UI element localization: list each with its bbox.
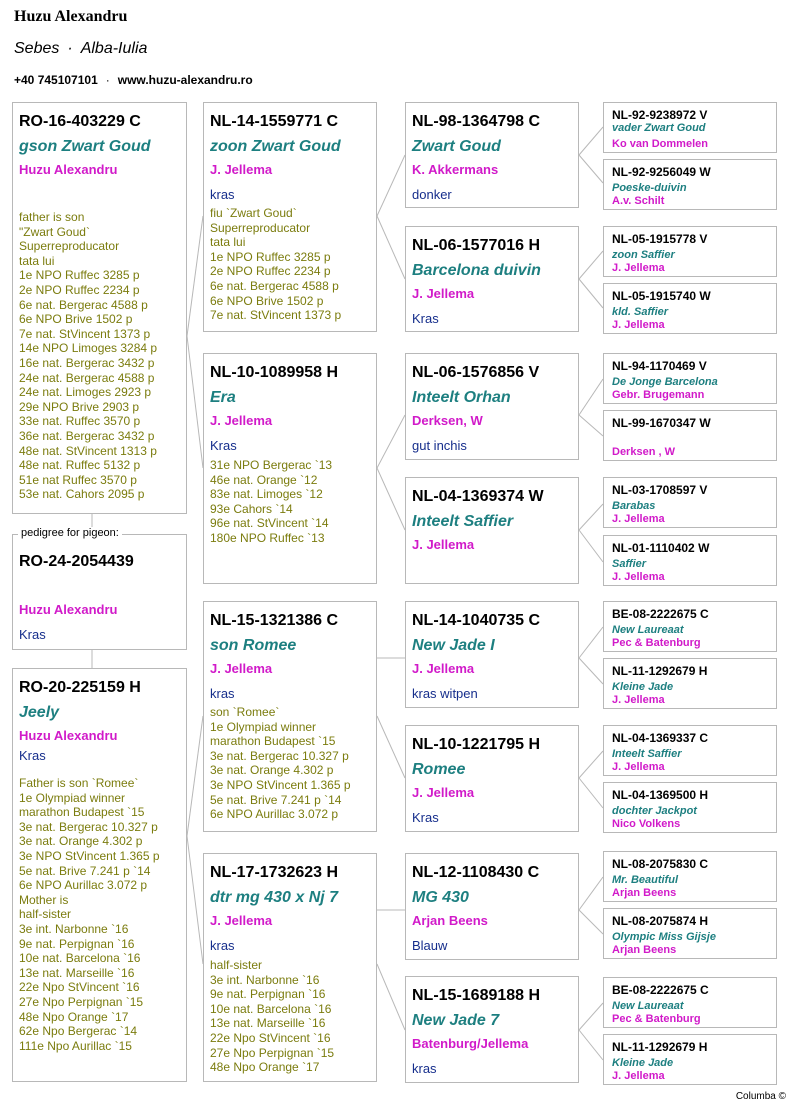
sire-card <box>12 102 187 514</box>
performance-notes: 31e NPO Bergerac `13 46e nat. Orange `12 83e nat. Limoges `12 93e Cahors `14 96e nat. StVincent `14 180e NPO Ruffec `13 <box>210 458 333 545</box>
ring-number: NL-08-2075874 H <box>612 914 709 928</box>
breeder: Derksen, W <box>412 413 483 428</box>
gen4-card <box>603 908 777 959</box>
performance-notes: father is son "Zwart Goud` Superreproducator tata lui 1e NPO Ruffec 3285 p 2e NPO Ruffec 2234 p 6e nat. Bergerac 4588 p 6e NPO Brive 1502 p 7e nat. StVincent 1373 p 14e NPO Limoges 3284 p 16e nat. Bergerac 3432 p 24e nat. Bergerac 4588 p 24e nat. Limoges 2923 p 29e NPO Brive 2903 p 33e nat. Ruffec 3570 p 36e nat. Bergerac 3432 p 48e nat. StVincent 1313 p 48e nat. Ruffec 5132 p 51e nat Ruffec 3570 p 53e nat. Cahors 2095 p <box>19 210 158 502</box>
breeder: A.v. Schilt <box>612 195 665 207</box>
breeder: J. Jellema <box>612 513 665 525</box>
pigeon-name: Olympic Miss Gijsje <box>612 931 716 943</box>
ring-number: NL-08-2075830 C <box>612 857 709 871</box>
gen4-card <box>603 226 777 277</box>
gen4-card <box>603 851 777 902</box>
ring-number: NL-10-1089958 H <box>210 364 339 381</box>
breeder: J. Jellema <box>210 162 273 177</box>
pigeon-name: gson Zwart Goud <box>19 138 151 155</box>
pigeon-name: vader Zwart Goud <box>612 122 706 134</box>
ring-number: NL-15-1689188 H <box>412 987 541 1004</box>
color <box>19 187 186 203</box>
gen4-card <box>603 102 777 153</box>
breeder: J. Jellema <box>412 661 475 676</box>
ring-number: NL-04-1369374 W <box>412 488 544 505</box>
pedigree-label: pedigree for pigeon: <box>18 527 122 539</box>
city: Sebes <box>14 40 60 57</box>
pigeon-name: son Romee <box>210 637 297 654</box>
ring-number: NL-01-1110402 W <box>612 541 710 555</box>
pigeon-name: Inteelt Saffier <box>612 748 682 760</box>
pigeon-name: New Laureaat <box>612 1000 684 1012</box>
performance-notes: fiu `Zwart Goud` Superreproducator tata lui 1e NPO Ruffec 3285 p 2e NPO Ruffec 2234 p 6e nat. Bergerac 4588 p 6e NPO Brive 1502 p 7e nat. StVincent 1373 p <box>210 206 342 323</box>
gen3-card <box>405 477 579 584</box>
breeder: J. Jellema <box>612 761 665 773</box>
ring-number: NL-94-1170469 V <box>612 359 707 373</box>
color: Blauw <box>412 938 448 953</box>
performance-notes: Father is son `Romee` 1e Olympiad winner marathon Budapest `15 3e nat. Bergerac 10.327 p 3e nat. Orange 4.302 p 3e NPO StVincent 1.365 p 5e nat. Brive 7.241 p `14 6e NPO Aurillac 3.072 p Mother is half-sister 3e int. Narbonne `16 9e nat. Perpignan `16 10e nat. Barcelona `16 13e nat. Marseille `16 22e Npo StVincent `16 27e Npo Perpignan `15 48e Npo Orange `17 62e Npo Bergerac `14 111e Npo Aurillac `15 <box>19 776 160 1053</box>
pigeon-name: Zwart Goud <box>412 138 501 155</box>
ring-number: RO-20-225159 H <box>19 679 141 696</box>
color: kras <box>210 187 235 202</box>
region: Alba-Iulia <box>80 40 148 57</box>
breeder-name-heading: Huzu Alexandru <box>14 8 128 25</box>
ring-number: NL-06-1576856 V <box>412 364 540 381</box>
gen4-card <box>603 1034 777 1085</box>
pigeon-name: Saffier <box>612 558 647 570</box>
pigeon-name: Kleine Jade <box>612 681 674 693</box>
ring-number: NL-98-1364798 C <box>412 113 541 130</box>
ring-number: RO-16-403229 C <box>19 113 141 130</box>
pigeon-name <box>612 433 776 446</box>
pigeon-name: New Laureaat <box>612 624 684 636</box>
gen4-card <box>603 535 777 586</box>
breeder: J. Jellema <box>210 661 273 676</box>
color: gut inchis <box>412 438 467 453</box>
pigeon-name: New Jade 7 <box>412 1012 500 1029</box>
breeder: J. Jellema <box>210 413 273 428</box>
pigeon-name: Barabas <box>612 500 656 512</box>
pigeon-name: Inteelt Saffier <box>412 513 514 530</box>
breeder: J. Jellema <box>612 694 665 706</box>
color: kras <box>210 938 235 953</box>
ring-number: NL-06-1577016 H <box>412 237 541 254</box>
breeder: J. Jellema <box>612 262 665 274</box>
performance-notes: son `Romee` 1e Olympiad winner marathon Budapest `15 3e nat. Bergerac 10.327 p 3e nat. Orange 4.302 p 3e NPO StVincent 1.365 p 5e nat. Brive 7.241 p `14 6e NPO Aurillac 3.072 p <box>210 705 351 822</box>
color: Kras <box>412 810 439 825</box>
ring-number: BE-08-2222675 C <box>612 607 709 621</box>
color: Kras <box>210 438 237 453</box>
breeder: Huzu Alexandru <box>19 728 118 743</box>
breeder-contact <box>14 73 253 87</box>
breeder: K. Akkermans <box>412 162 499 177</box>
breeder: Pec & Batenburg <box>612 637 701 649</box>
breeder: Derksen , W <box>612 446 675 458</box>
breeder: Batenburg/Jellema <box>412 1036 529 1051</box>
ring-number: NL-99-1670347 W <box>612 416 711 430</box>
pigeon-name: Jeely <box>19 704 60 721</box>
pigeon-name: Poeske-duivin <box>612 182 687 194</box>
breeder: Pec & Batenburg <box>612 1013 701 1025</box>
color: donker <box>412 187 452 202</box>
pigeon-name: zoon Saffier <box>612 249 675 261</box>
pigeon-name: Romee <box>412 761 466 778</box>
ring-number: NL-92-9256049 W <box>612 165 711 179</box>
breeder: J. Jellema <box>412 785 475 800</box>
breeder: Arjan Beens <box>612 944 677 956</box>
pigeon-name: dochter Jackpot <box>612 805 697 817</box>
breeder: Arjan Beens <box>612 887 677 899</box>
breeder: J. Jellema <box>612 1070 665 1082</box>
separator-dot: · <box>67 40 73 57</box>
color: Kras <box>19 748 46 763</box>
breeder: J. Jellema <box>612 319 665 331</box>
gen3-card <box>405 601 579 708</box>
pigeon-name: Kleine Jade <box>612 1057 674 1069</box>
pigeon-name: zoon Zwart Goud <box>210 138 341 155</box>
breeder: Nico Volkens <box>612 818 681 830</box>
breeder: J. Jellema <box>412 286 475 301</box>
separator-dot: · <box>105 73 110 87</box>
gen3-card <box>405 226 579 332</box>
gen2-card <box>203 102 377 332</box>
color: kras <box>412 1061 437 1076</box>
breeder: Ko van Dommelen <box>612 138 708 150</box>
color: kras witpen <box>412 686 478 701</box>
gen3-card <box>405 353 579 460</box>
gen4-card <box>603 601 777 652</box>
performance-notes: half-sister 3e int. Narbonne `16 9e nat. Perpignan `16 10e nat. Barcelona `16 13e nat. Marseille `16 22e Npo StVincent `16 27e Npo Perpignan `15 48e Npo Orange `17 <box>210 958 335 1075</box>
ring-number: NL-17-1732623 H <box>210 864 339 881</box>
gen4-card <box>603 977 777 1028</box>
color: kras <box>210 686 235 701</box>
pigeon-name: dtr mg 430 x Nj 7 <box>210 889 339 906</box>
color: Kras <box>19 627 46 642</box>
gen3-card <box>405 102 579 208</box>
ring-number: NL-11-1292679 H <box>612 1040 708 1054</box>
gen2-card <box>203 853 377 1082</box>
ring-number: NL-05-1915778 V <box>612 232 708 246</box>
gen4-card <box>603 410 777 461</box>
gen4-card <box>603 159 777 210</box>
gen4-card <box>603 283 777 334</box>
breeder: J. Jellema <box>412 537 475 552</box>
pigeon-name: kld. Saffier <box>612 306 669 318</box>
ring-number: RO-24-2054439 <box>19 553 134 570</box>
website-link[interactable]: www.huzu-alexandru.ro <box>117 73 253 87</box>
ring-number: NL-04-1369500 H <box>612 788 709 802</box>
ring-number: NL-04-1369337 C <box>612 731 709 745</box>
breeder: J. Jellema <box>210 913 273 928</box>
ring-number: NL-11-1292679 H <box>612 664 708 678</box>
dam-card <box>12 668 187 1082</box>
ring-number: NL-15-1321386 C <box>210 612 339 629</box>
gen3-card <box>405 725 579 832</box>
ring-number: BE-08-2222675 C <box>612 983 709 997</box>
pigeon-name: De Jonge Barcelona <box>612 376 718 388</box>
color: Kras <box>412 311 439 326</box>
gen4-card <box>603 477 777 528</box>
gen3-card <box>405 976 579 1083</box>
ring-number: NL-10-1221795 H <box>412 736 541 753</box>
pigeon-name: MG 430 <box>412 889 469 906</box>
breeder: J. Jellema <box>612 571 665 583</box>
pigeon-name: Inteelt Orhan <box>412 389 511 406</box>
pigeon-name: New Jade I <box>412 637 495 654</box>
gen4-card <box>603 353 777 404</box>
copyright-footer: Columba © <box>735 1091 786 1102</box>
pigeon-name: Barcelona duivin <box>412 262 541 279</box>
ring-number: NL-14-1040735 C <box>412 612 541 629</box>
breeder: Huzu Alexandru <box>19 162 118 177</box>
phone-number: +40 745107101 <box>14 73 98 87</box>
subject-pigeon-card <box>12 534 187 650</box>
ring-number: NL-05-1915740 W <box>612 289 711 303</box>
pigeon-name: Mr. Beautiful <box>612 874 679 886</box>
ring-number: NL-92-9238972 V <box>612 108 708 122</box>
gen2-card <box>203 601 377 832</box>
gen4-card <box>603 782 777 833</box>
gen4-card <box>603 658 777 709</box>
ring-number: NL-03-1708597 V <box>612 483 708 497</box>
breeder: Arjan Beens <box>412 913 488 928</box>
pigeon-name: Era <box>210 389 236 406</box>
gen2-card <box>203 353 377 584</box>
gen3-card <box>405 853 579 960</box>
breeder: Gebr. Brugemann <box>612 389 705 401</box>
breeder: Huzu Alexandru <box>19 602 118 617</box>
breeder-location <box>14 40 147 58</box>
ring-number: NL-14-1559771 C <box>210 113 339 130</box>
ring-number: NL-12-1108430 C <box>412 864 540 881</box>
gen4-card <box>603 725 777 776</box>
